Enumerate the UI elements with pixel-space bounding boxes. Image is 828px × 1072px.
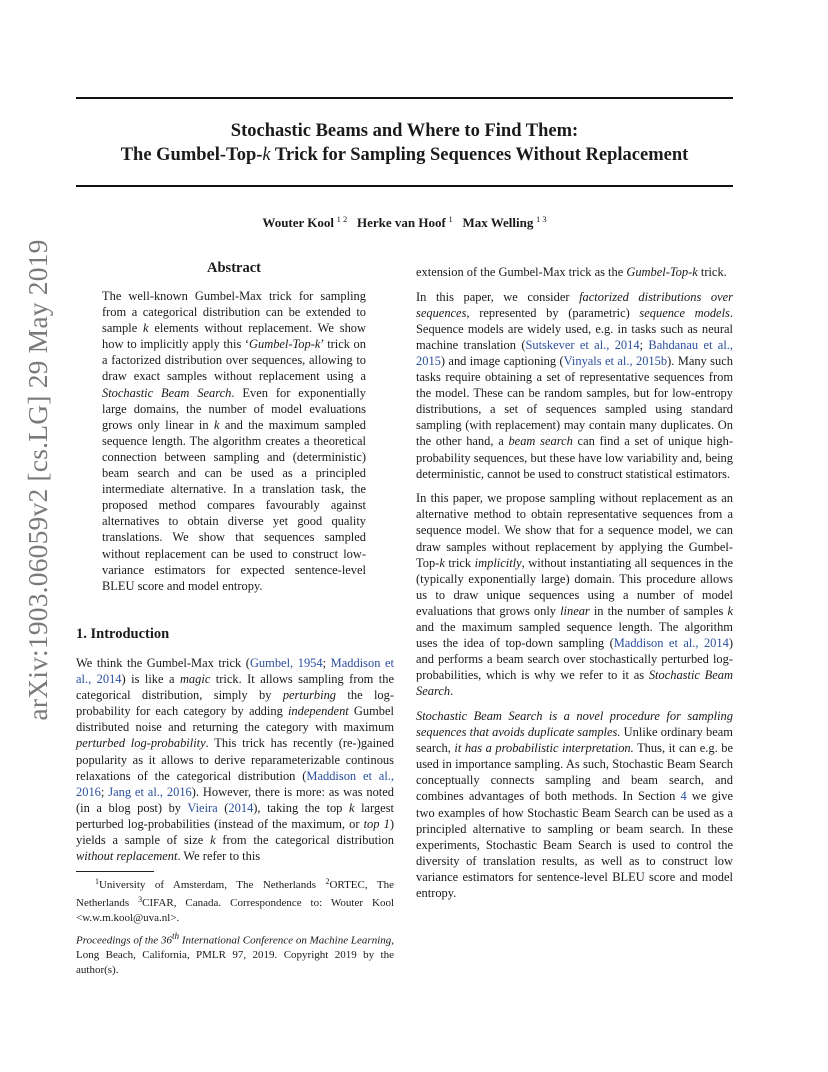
- author-affiliation: 1 2: [336, 214, 348, 224]
- author-name: Wouter Kool: [262, 215, 335, 230]
- citation-link[interactable]: Maddison et al., 2014: [76, 656, 394, 687]
- paragraph: In this paper, we consider factorized distributions over sequences, represented by (parametric) sequence models. Sequence models are widely used, e.g. in tasks such as neural machine translation (Sutskever et al., 2014; Bahdanau et al., 2015) and image captioning (Vinyals et al., 2015b). Many such tasks require obtaining a set of representative sequences from the model. These can be random samples, but for low-entropy distributions, a set of sequences sampled using standard sampling (with replacement) may contain many duplicates. On the other hand, a beam search can find a set of unique high-probability sequences, but these have low variability and, being deterministic, cannot be used to construct statistical estimators.: [416, 289, 733, 481]
- section-ref-link[interactable]: 4: [680, 789, 687, 804]
- author-list: [76, 214, 733, 231]
- title-rule-bottom: [76, 185, 733, 187]
- citation-link[interactable]: Vieira: [187, 800, 218, 815]
- paragraph: extension of the Gumbel-Max trick as the Gumbel-Top-k trick.: [416, 265, 727, 279]
- section-heading-introduction: 1. Introduction: [76, 626, 170, 642]
- abstract-heading: Abstract: [207, 260, 261, 276]
- footnote-rule: [76, 871, 154, 872]
- abstract-text: The well-known Gumbel-Max trick for sampling from a categorical distribution can be extended to sample k elements without replacement. We show how to implicitly apply this ‘Gumbel-Top-k’ trick on a factorized distribution over sequences, allowing to draw exact samples without replacement using a Stochastic Beam Search. Even for exponentially large domains, the number of model evaluations grows only linear in k and the maximum sampled sequence length. The algorithm creates a theoretical connection between sampling and (deterministic) beam search and can be used as a principled intermediate alternative. In a translation task, the proposed method compares favourably against alternatives to obtain diverse yet good quality translations. We show that sequences sampled without replacement can be used to construct low-variance estimators for expected sentence-level BLEU score and model entropy.: [102, 289, 366, 593]
- paper-title-line-1: Stochastic Beams and Where to Find Them:: [230, 121, 579, 141]
- introduction-text: We think the Gumbel-Max trick (Gumbel, 1954; Maddison et al., 2014) is like a magic trick. It allows sampling from the categorical distribution, simply by perturbing the log-probability for each category by adding independent Gumbel distributed noise and returning the category with maximum perturbed log-probability. This trick has recently (re-)gained popularity as it allows to derive reparameterizable continous relaxations of the categorical distribution (Maddison et al., 2016; Jang et al., 2016). However, there is more: as was noted (in a blog post) by Vieira (2014), taking the top k largest perturbed log-probabilities (instead of the maximum, or top 1) yields a sample of size k from the categorical distribution without replacement. We refer to this: [76, 656, 395, 864]
- paper-title-line-2: The Gumbel-Top-k Trick for Sampling Sequences Without Replacement: [120, 145, 689, 165]
- paragraph: In this paper, we propose sampling without replacement as an alternative method to obtain representative sequences from a sequence model. We show that for a sequence model, we can draw samples without replacement by applying the Gumbel-Top-k trick implicitly, without instantiating all sequences in the (typically exponentially large) domain. This procedure allows us to draw unique sequences using a number of model evaluations that grows only linear in the number of samples k and the maximum sampled sequence length. The algorithm uses the idea of top-down sampling (Maddison et al., 2014) and performs a beam search over stochastically perturbed log-probabilities, which is why we refer to it as Stochastic Beam Search.: [416, 491, 733, 699]
- arxiv-identifier: arXiv:1903.06059v2 [cs.LG] 29 May 2019: [22, 239, 53, 721]
- author-affiliation: 1 3: [535, 214, 547, 224]
- right-column-text: [416, 264, 733, 910]
- author-affiliation: 1: [448, 214, 453, 224]
- paragraph: Stochastic Beam Search is a novel procedure for sampling sequences that avoids duplicate samples. Unlike ordinary beam search, it has a probabilistic interpretation. Thus, it can e.g. be used in importance sampling. As such, Stochastic Beam Search conceptually connects sampling and beam search, and combines advantages of both methods. In Section 4 we give two examples of how Stochastic Beam Search can be used as a principled alternative to sampling or beam search. In these experiments, Stochastic Beam Search is used to control the diversity of translation results, as well as to construct low variance estimators for sentence-level BLEU score and model entropy.: [416, 708, 734, 900]
- citation-link[interactable]: Gumbel, 1954: [249, 656, 323, 670]
- author-name: Max Welling: [462, 215, 534, 230]
- citation-link[interactable]: Maddison et al., 2016: [76, 768, 394, 799]
- citation-link[interactable]: Sutskever et al., 2014: [525, 337, 640, 352]
- author-name: Herke van Hoof: [357, 215, 446, 230]
- citation-link[interactable]: Maddison et al., 2014: [613, 636, 729, 651]
- citation-link[interactable]: Jang et al., 2016: [108, 784, 192, 799]
- citation-link[interactable]: Bahdanau et al., 2015: [416, 337, 733, 368]
- affiliation-footnote: $^1$University of Amsterdam, The Netherlands $^2$ORTEC, The Netherlands $^3$CIFAR, Canada. Correspondence to: Wouter Kool <w.w.m.kool@uva.nl>.: [76, 877, 394, 924]
- title-rule-top: [76, 97, 733, 99]
- citation-link[interactable]: Vinyals et al., 2015b: [563, 353, 668, 368]
- citation-link[interactable]: 2014: [228, 800, 254, 815]
- proceedings-note: Proceedings of the 36th International Conference on Machine Learning, Long Beach, California, PMLR 97, 2019. Copyright 2019 by the author(s).: [76, 931, 394, 977]
